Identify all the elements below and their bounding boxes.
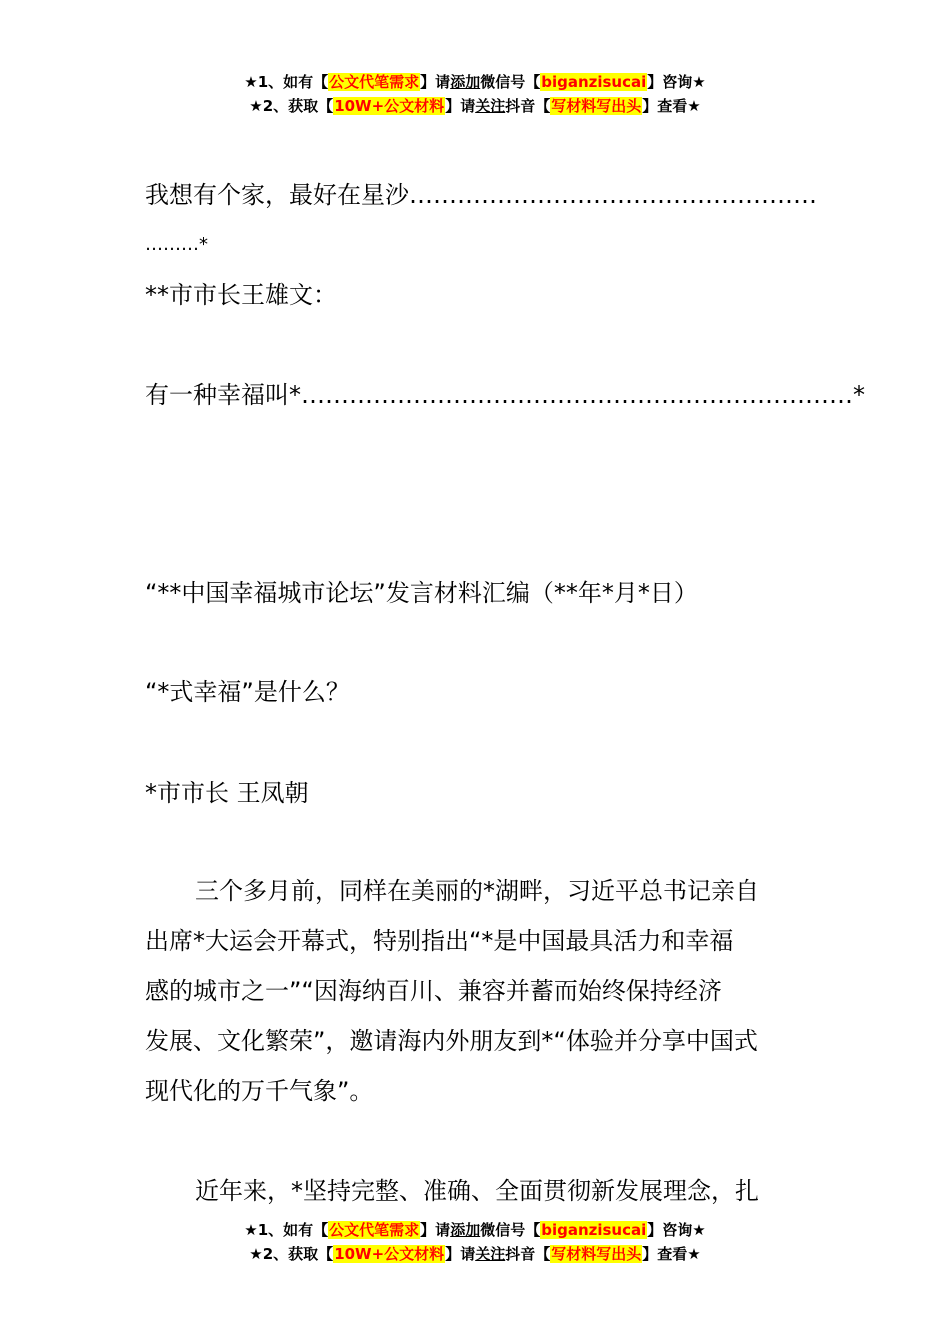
header-line-2-suffix: 】查看★ bbox=[642, 97, 701, 115]
footer-line-2-suffix: 】查看★ bbox=[642, 1245, 701, 1263]
header-line-1-highlight-wechat: biganzisucai bbox=[541, 73, 647, 91]
footer-line-2 bbox=[0, 1242, 950, 1266]
header-line-1-highlight-service: 公文代笔需求 bbox=[329, 73, 420, 91]
header-line-2-mid: 】请 bbox=[445, 97, 476, 115]
paragraph-1-line: 现代化的万千气象”。 bbox=[145, 1077, 374, 1105]
footer-line-2-highlight-douyin: 写材料写出头 bbox=[551, 1245, 642, 1263]
footer-line-2-highlight-materials: 10W+公文材料 bbox=[334, 1245, 445, 1263]
header-line-1-suffix: 】咨询★ bbox=[647, 73, 706, 91]
question-title: “*式幸福”是什么？ bbox=[145, 678, 350, 706]
paragraph-1-line: 三个多月前，同样在美丽的*湖畔，习近平总书记亲自 bbox=[195, 877, 759, 905]
header-line-2-underline: 关注 bbox=[475, 97, 506, 115]
paragraph-2 bbox=[145, 1166, 810, 1216]
header-line-2-prefix: ★2、获取【 bbox=[249, 97, 334, 115]
footer-line-1-underline: 添加 bbox=[450, 1221, 481, 1239]
speaker-1: **市市长王雄文： bbox=[145, 281, 337, 309]
footer-banner bbox=[0, 1218, 950, 1266]
home-line-2: ………* bbox=[145, 234, 208, 255]
header-line-2-mid2: 抖音【 bbox=[505, 97, 551, 115]
header-line-1-prefix: ★1、如有【 bbox=[244, 73, 329, 91]
header-line-1-mid: 】请 bbox=[420, 73, 451, 91]
header-line-2 bbox=[0, 94, 950, 118]
paragraph-2-line: 近年来，*坚持完整、准确、全面贯彻新发展理念，扎 bbox=[195, 1177, 759, 1205]
footer-line-2-mid2: 抖音【 bbox=[505, 1245, 551, 1263]
footer-line-1 bbox=[0, 1218, 950, 1242]
footer-line-2-underline: 关注 bbox=[475, 1245, 506, 1263]
footer-line-1-mid: 】请 bbox=[420, 1221, 451, 1239]
happiness-line: 有一种幸福叫*……………………………………………………………* bbox=[145, 381, 865, 409]
footer-line-1-prefix: ★1、如有【 bbox=[244, 1221, 329, 1239]
paragraph-1-line: 感的城市之一”“因海纳百川、兼容并蓄而始终保持经济 bbox=[145, 977, 722, 1005]
footer-line-1-mid2: 微信号【 bbox=[480, 1221, 541, 1239]
forum-title: “**中国幸福城市论坛”发言材料汇编（**年*月*日） bbox=[145, 579, 698, 607]
footer-line-2-prefix: ★2、获取【 bbox=[249, 1245, 334, 1263]
footer-line-2-mid: 】请 bbox=[445, 1245, 476, 1263]
paragraph-1-line: 发展、文化繁荣”，邀请海内外朋友到*“体验并分享中国式 bbox=[145, 1027, 758, 1055]
header-line-2-highlight-douyin: 写材料写出头 bbox=[551, 97, 642, 115]
footer-line-1-suffix: 】咨询★ bbox=[647, 1221, 706, 1239]
header-line-2-highlight-materials: 10W+公文材料 bbox=[334, 97, 445, 115]
header-line-1-mid2: 微信号【 bbox=[480, 73, 541, 91]
home-line-1: 我想有个家，最好在星沙…………………………………………… bbox=[145, 181, 817, 209]
paragraph-1-line: 出席*大运会开幕式，特别指出“*是中国最具活力和幸福 bbox=[145, 927, 734, 955]
speaker-2: *市市长 王凤朝 bbox=[145, 779, 309, 807]
footer-line-1-highlight-service: 公文代笔需求 bbox=[329, 1221, 420, 1239]
header-line-1-underline: 添加 bbox=[450, 73, 481, 91]
footer-line-1-highlight-wechat: biganzisucai bbox=[541, 1221, 647, 1239]
header-banner bbox=[0, 70, 950, 118]
header-line-1 bbox=[0, 70, 950, 94]
paragraph-1 bbox=[145, 866, 810, 1116]
